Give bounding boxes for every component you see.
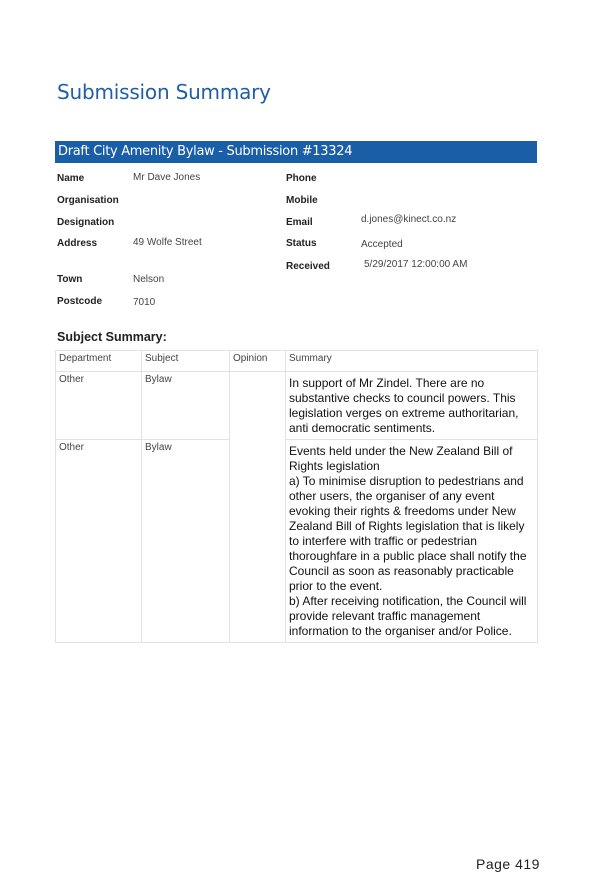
summary-text: In support of Mr Zindel. There are no substantive checks to council powers. This legislation verges on extreme authoritarian, anti democratic sentiments.	[289, 376, 519, 435]
column-header-summary: Summary	[286, 351, 538, 372]
page-number: Page 419	[476, 856, 540, 872]
column-header-department: Department	[56, 351, 142, 372]
mobile-label: Mobile	[286, 195, 318, 206]
department-cell: Other	[56, 440, 142, 643]
name-value: Mr Dave Jones	[133, 172, 201, 183]
summary-cell	[286, 440, 538, 643]
column-header-opinion: Opinion	[230, 351, 286, 372]
summary-cell	[286, 372, 538, 440]
subject-summary-table	[55, 350, 538, 643]
subject-summary-heading: Subject Summary:	[57, 330, 167, 344]
status-value: Accepted	[361, 239, 403, 250]
address-value: 49 Wolfe Street	[133, 237, 202, 248]
organisation-label: Organisation	[57, 195, 119, 206]
address-label: Address	[57, 238, 98, 249]
summary-text: b) After receiving notification, the Council will provide relevant traffic management information to the organiser and/or Police.	[289, 594, 527, 638]
email-label: Email	[286, 217, 313, 228]
summary-text: a) To minimise disruption to pedestrians and other users, the organiser of any event evoking their rights & freedoms under New Zealand Bill of Rights legislation that is likely to interfere with traffic or pedestrian thoroughfare in a public place shall notify the Council as soon as reasonably practicable prior to the event.	[289, 474, 527, 593]
opinion-cell	[230, 372, 286, 643]
phone-label: Phone	[286, 173, 317, 184]
subject-cell: Bylaw	[142, 440, 230, 643]
page-title: Submission Summary	[57, 80, 271, 104]
status-label: Status	[286, 238, 317, 249]
name-label: Name	[57, 173, 85, 184]
email-value: d.jones@kinect.co.nz	[361, 214, 457, 225]
designation-label: Designation	[57, 217, 115, 228]
table-row	[56, 440, 538, 643]
department-cell: Other	[56, 372, 142, 440]
table-header-row	[56, 351, 538, 372]
submission-banner: Draft City Amenity Bylaw - Submission #13324	[55, 141, 537, 163]
summary-text: Events held under the New Zealand Bill of Rights legislation	[289, 444, 513, 473]
subject-cell: Bylaw	[142, 372, 230, 440]
column-header-subject: Subject	[142, 351, 230, 372]
town-label: Town	[57, 274, 83, 285]
postcode-value: 7010	[133, 297, 156, 308]
received-label: Received	[286, 261, 330, 272]
postcode-label: Postcode	[57, 296, 103, 307]
town-value: Nelson	[133, 274, 165, 285]
table-row	[56, 372, 538, 440]
received-value: 5/29/2017 12:00:00 AM	[364, 259, 468, 270]
